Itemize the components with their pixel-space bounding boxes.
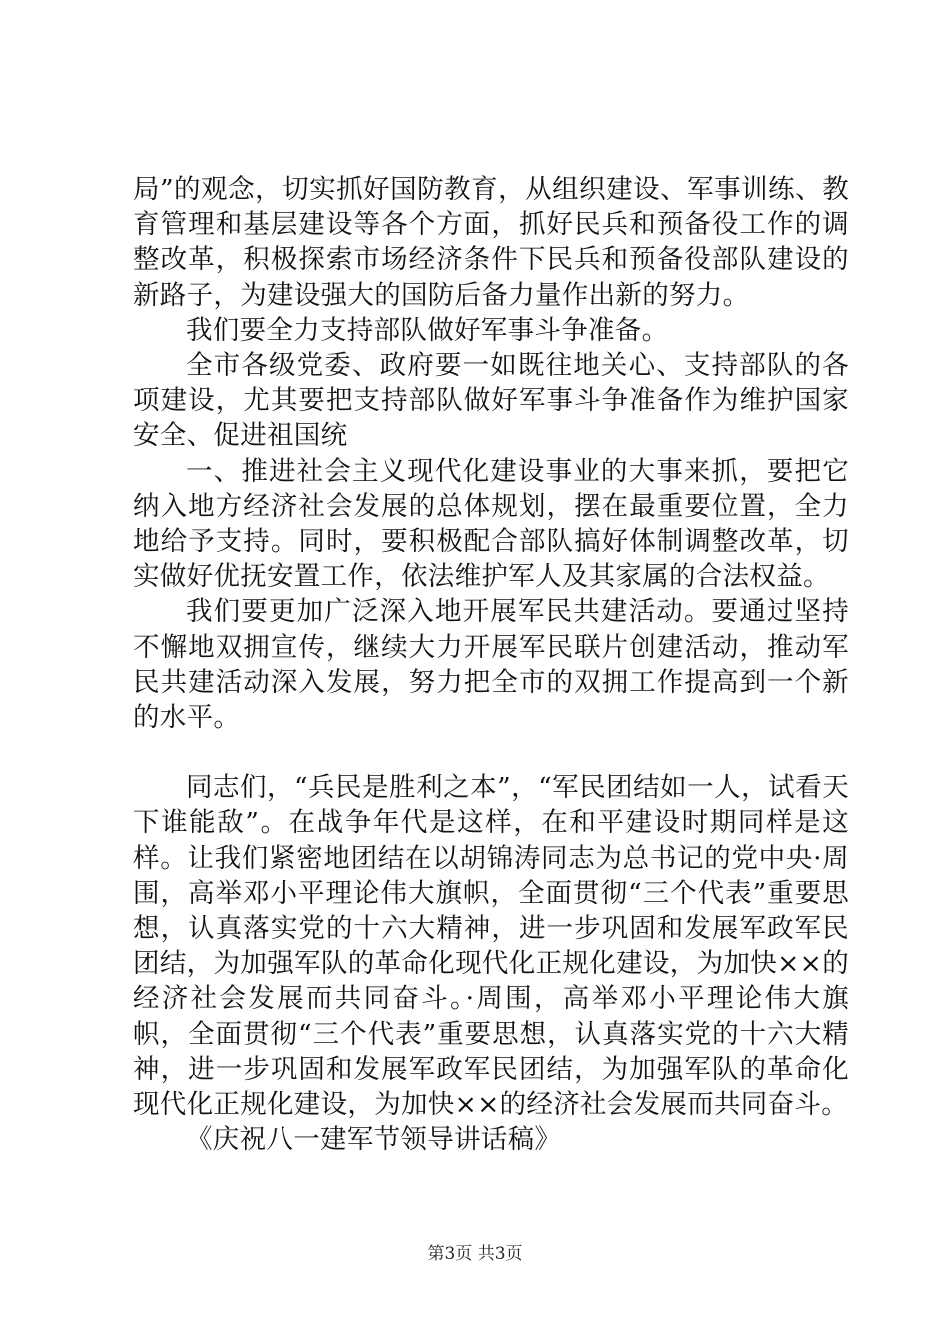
paragraph-4: 一、推进社会主义现代化建设事业的大事来抓，要把它纳入地方经济社会发展的总体规划，摆在最重要位置，全力地给予支持。同时，要积极配合部队搞好体制调整改革，切实做好优抚安置工作，依法维护军人及其家属的合法权益。	[133, 455, 849, 593]
paragraph-6: 同志们，“兵民是胜利之本”，“军民团结如一人，试看天下谁能敌”。在战争年代是这样，在和平建设时期同样是这样。让我们紧密地团结在以胡锦涛同志为总书记的党中央·周围，高举邓小平理论伟大旗帜，全面贯彻“三个代表”重要思想，认真落实党的十六大精神，进一步巩固和发展军政军民团结，为加强军队的革命化现代化正规化建设，为加快××的经济社会发展而共同奋斗。·周围，高举邓小平理论伟大旗帜，全面贯彻“三个代表”重要思想，认真落实党的十六大精神，进一步巩固和发展军政军民团结，为加强军队的革命化现代化正规化建设，为加快××的经济社会发展而共同奋斗。	[133, 772, 849, 1121]
paragraph-3: 全市各级党委、政府要一如既往地关心、支持部队的各项建设，尤其要把支持部队做好军事斗争准备作为维护国家安全、促进祖国统	[133, 350, 849, 452]
paragraph-2: 我们要全力支持部队做好军事斗争准备。	[186, 314, 669, 346]
document-title-reference: 《庆祝八一建军节领导讲话稿》	[186, 1124, 562, 1156]
document-body	[133, 172, 849, 1157]
paragraph-1: 局”的观念，切实抓好国防教育，从组织建设、军事训练、教育管理和基层建设等各个方面，抓好民兵和预备役工作的调整改革，积极探索市场经济条件下民兵和预备役部队建设的新路子，为建设强大的国防后备力量作出新的努力。	[133, 174, 849, 311]
page-number-footer: 第3页 共3页	[427, 1244, 523, 1264]
paragraph-spacer	[133, 735, 849, 770]
paragraph-5: 我们要更加广泛深入地开展军民共建活动。要通过坚持不懈地双拥宣传，继续大力开展军民联片创建活动，推动军民共建活动深入发展，努力把全市的双拥工作提高到一个新的水平。	[133, 596, 849, 734]
